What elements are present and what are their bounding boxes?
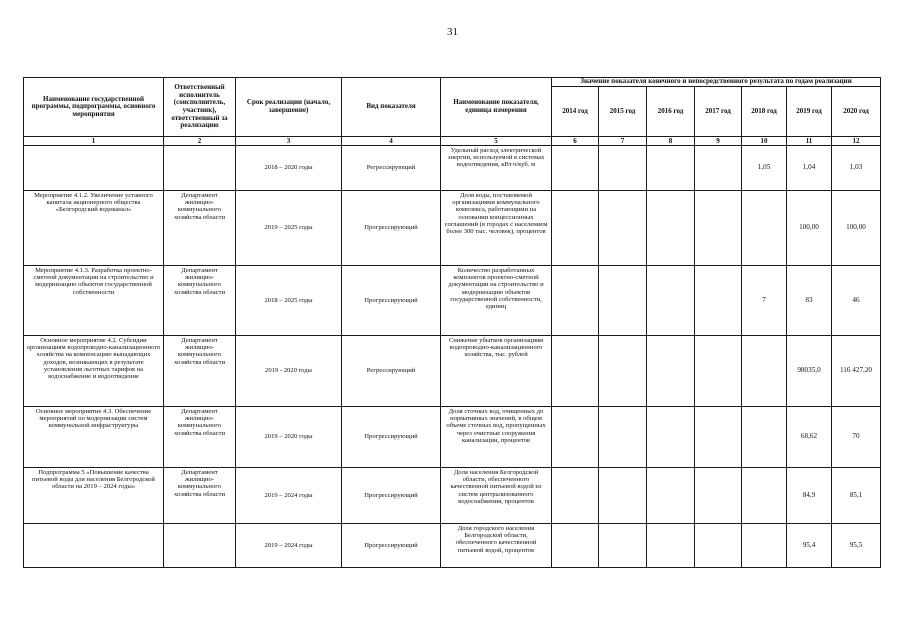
value-cell bbox=[647, 266, 695, 336]
column-number: 9 bbox=[695, 137, 742, 146]
value-cell: 68,62 bbox=[787, 407, 832, 468]
table-row bbox=[24, 266, 881, 336]
value-cell bbox=[552, 191, 599, 266]
value-cell bbox=[599, 407, 647, 468]
column-number: 2 bbox=[164, 137, 236, 146]
value-cell bbox=[742, 336, 787, 407]
executor-cell: Департамент жилищно-коммунального хозяйства области bbox=[164, 407, 236, 468]
value-cell bbox=[552, 407, 599, 468]
value-cell bbox=[552, 146, 599, 191]
value-cell: 1,05 bbox=[742, 146, 787, 191]
value-cell bbox=[695, 191, 742, 266]
value-cell bbox=[599, 468, 647, 524]
table-row bbox=[24, 336, 881, 407]
executor-cell: Департамент жилищно-коммунального хозяйства области bbox=[164, 266, 236, 336]
column-number: 4 bbox=[342, 137, 441, 146]
column-number: 10 bbox=[742, 137, 787, 146]
value-cell bbox=[695, 266, 742, 336]
indicator-cell: Доля сточных вод, очищенных до нормативных значений, в общем объеме сточных вод, пропущенных через очистные сооружения канализации, процентов bbox=[441, 407, 552, 468]
value-cell: 100,00 bbox=[787, 191, 832, 266]
value-cell bbox=[599, 191, 647, 266]
period-cell: 2019 – 2020 годы bbox=[236, 407, 342, 468]
indicator-cell: Доля городского населения Белгородской области, обеспеченного качественной питьевой водой, процентов bbox=[441, 524, 552, 568]
header-year: 2016 год bbox=[647, 87, 695, 137]
program-cell: Основное мероприятие 4.3. Обеспечение мероприятий по модернизации систем коммунальной инфраструктуры bbox=[24, 407, 164, 468]
value-cell: 83 bbox=[787, 266, 832, 336]
period-cell: 2018 – 2025 годы bbox=[236, 266, 342, 336]
value-cell: 1,04 bbox=[787, 146, 832, 191]
program-cell: Мероприятие 4.1.2. Увеличение уставного капитала акционерного общества «Белгородский водоканал» bbox=[24, 191, 164, 266]
value-cell bbox=[599, 524, 647, 568]
executor-cell bbox=[164, 146, 236, 191]
value-cell bbox=[647, 407, 695, 468]
kind-cell: Регрессирующий bbox=[342, 336, 441, 407]
value-cell bbox=[552, 266, 599, 336]
value-cell bbox=[647, 146, 695, 191]
executor-cell: Департамент жилищно-коммунального хозяйства области bbox=[164, 336, 236, 407]
period-cell: 2018 – 2020 годы bbox=[236, 146, 342, 191]
indicators-table bbox=[23, 77, 881, 568]
program-cell: Мероприятие 4.1.3. Разработка проектно-сметной документации на строительство и модернизацию объектов государственной собственности bbox=[24, 266, 164, 336]
header-year: 2014 год bbox=[552, 87, 599, 137]
value-cell bbox=[742, 468, 787, 524]
value-cell: 95,5 bbox=[832, 524, 881, 568]
value-cell bbox=[695, 468, 742, 524]
column-number: 7 bbox=[599, 137, 647, 146]
table-row bbox=[24, 146, 881, 191]
header-period: Срок реализации (начало, завершение) bbox=[236, 78, 342, 137]
column-number: 5 bbox=[441, 137, 552, 146]
executor-cell: Департамент жилищно-коммунального хозяйства области bbox=[164, 191, 236, 266]
program-cell: Основное мероприятие 4.2. Субсидии организациям водопроводно-канализационного хозяйства на компенсацию выпадающих доходов, возникающих в результате установления льготных тарифов на водоснабжение и водоотведение bbox=[24, 336, 164, 407]
executor-cell: Департамент жилищно-коммунального хозяйства области bbox=[164, 468, 236, 524]
value-cell bbox=[552, 468, 599, 524]
value-cell: 95,4 bbox=[787, 524, 832, 568]
column-numbers-row bbox=[24, 137, 881, 146]
value-cell bbox=[742, 407, 787, 468]
value-cell bbox=[552, 524, 599, 568]
column-number: 6 bbox=[552, 137, 599, 146]
value-cell: 1,03 bbox=[832, 146, 881, 191]
value-cell: 98035,0 bbox=[787, 336, 832, 407]
value-cell: 85,1 bbox=[832, 468, 881, 524]
value-cell: 116 427,20 bbox=[832, 336, 881, 407]
header-indicator: Наименование показателя, единица измерения bbox=[441, 78, 552, 137]
header-year: 2019 год bbox=[787, 87, 832, 137]
page-number: 31 bbox=[447, 26, 458, 38]
header-year: 2018 год bbox=[742, 87, 787, 137]
period-cell: 2019 – 2024 годы bbox=[236, 524, 342, 568]
header-year: 2015 год bbox=[599, 87, 647, 137]
indicator-cell: Доля воды, поставляемой организациями коммунального комплекса, работающими на основании концессионных соглашений (в городах с населением более 300 тыс. человек), процентов bbox=[441, 191, 552, 266]
header-year: 2017 год bbox=[695, 87, 742, 137]
value-cell bbox=[647, 191, 695, 266]
value-cell bbox=[647, 336, 695, 407]
kind-cell: Прогрессирующий bbox=[342, 407, 441, 468]
indicator-cell: Удельный расход электрической энергии, используемой в системах водоотведения, кВт.ч/куб. м bbox=[441, 146, 552, 191]
program-cell bbox=[24, 524, 164, 568]
value-cell bbox=[552, 336, 599, 407]
kind-cell: Прогрессирующий bbox=[342, 266, 441, 336]
program-cell bbox=[24, 146, 164, 191]
value-cell bbox=[647, 524, 695, 568]
kind-cell: Прогрессирующий bbox=[342, 524, 441, 568]
value-cell bbox=[742, 524, 787, 568]
value-cell: 7 bbox=[742, 266, 787, 336]
value-cell bbox=[742, 191, 787, 266]
column-number: 12 bbox=[832, 137, 881, 146]
period-cell: 2019 - 2020 годы bbox=[236, 336, 342, 407]
value-cell: 100,00 bbox=[832, 191, 881, 266]
period-cell: 2019 – 2025 годы bbox=[236, 191, 342, 266]
indicator-cell: Доля населения Белгородской области, обеспеченного качественной питьевой водой из систем централизованного водоснабжения, процентов bbox=[441, 468, 552, 524]
value-cell bbox=[647, 468, 695, 524]
table-row bbox=[24, 524, 881, 568]
table-row bbox=[24, 191, 881, 266]
value-cell: 70 bbox=[832, 407, 881, 468]
kind-cell: Регрессирующий bbox=[342, 146, 441, 191]
table-row bbox=[24, 407, 881, 468]
header-values-group: Значение показателя конечного и непосредственного результата по годам реализации bbox=[552, 78, 881, 87]
column-number: 1 bbox=[24, 137, 164, 146]
header-executor: Ответственный исполнитель (соисполнитель, участник), ответственный за реализацию bbox=[164, 78, 236, 137]
header-row-1 bbox=[24, 78, 881, 87]
column-number: 11 bbox=[787, 137, 832, 146]
program-cell: Подпрограмма 5 «Повышение качества питьевой воды для населения Белгородской области на 2019 – 2024 годы» bbox=[24, 468, 164, 524]
indicator-cell: Количество разработанных комплектов проектно-сметной документации на строительство и модернизацию объектов государственной собственности, единиц bbox=[441, 266, 552, 336]
column-number: 3 bbox=[236, 137, 342, 146]
period-cell: 2019 – 2024 годы bbox=[236, 468, 342, 524]
value-cell bbox=[599, 266, 647, 336]
kind-cell: Прогрессирующий bbox=[342, 191, 441, 266]
header-year: 2020 год bbox=[832, 87, 881, 137]
value-cell bbox=[599, 336, 647, 407]
executor-cell bbox=[164, 524, 236, 568]
value-cell bbox=[695, 524, 742, 568]
value-cell: 84,9 bbox=[787, 468, 832, 524]
header-program: Наименование государственной программы, подпрограммы, основного мероприятия bbox=[24, 78, 164, 137]
table-row bbox=[24, 468, 881, 524]
indicator-cell: Снижение убытков организациям водопроводно-канализационного хозяйства, тыс. рублей bbox=[441, 336, 552, 407]
value-cell bbox=[695, 336, 742, 407]
value-cell: 46 bbox=[832, 266, 881, 336]
value-cell bbox=[599, 146, 647, 191]
kind-cell: Прогрессирующий bbox=[342, 468, 441, 524]
value-cell bbox=[695, 146, 742, 191]
value-cell bbox=[695, 407, 742, 468]
header-kind: Вид показателя bbox=[342, 78, 441, 137]
column-number: 8 bbox=[647, 137, 695, 146]
